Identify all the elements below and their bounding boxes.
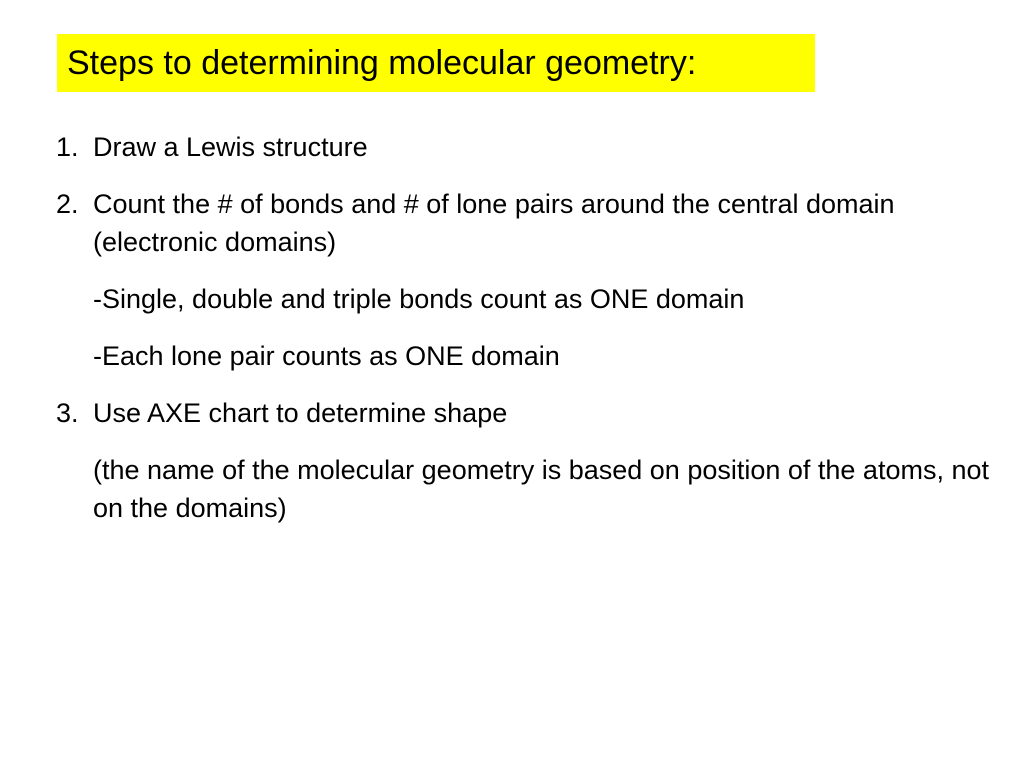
slide-title: Steps to determining molecular geometry:: [57, 34, 815, 92]
step-1-number: 1.: [56, 132, 79, 162]
step-2: [56, 185, 1011, 261]
step-3: [56, 394, 1011, 432]
step-1: [56, 128, 1011, 166]
step-2-note-lone-pairs: -Each lone pair counts as ONE domain: [93, 341, 560, 371]
step-3-text: Use AXE chart to determine shape: [93, 398, 508, 428]
steps-list: [56, 128, 1011, 527]
step-2-number: 2.: [56, 189, 79, 219]
step-3-number: 3.: [56, 398, 79, 428]
step-2-text: Count the # of bonds and # of lone pairs around the central domain (electronic domains): [93, 189, 895, 257]
step-1-text: Draw a Lewis structure: [93, 132, 368, 162]
step-3-note: (the name of the molecular geometry is based on position of the atoms, not on the domains): [93, 455, 989, 523]
step-2-note-bonds: -Single, double and triple bonds count as ONE domain: [93, 284, 745, 314]
